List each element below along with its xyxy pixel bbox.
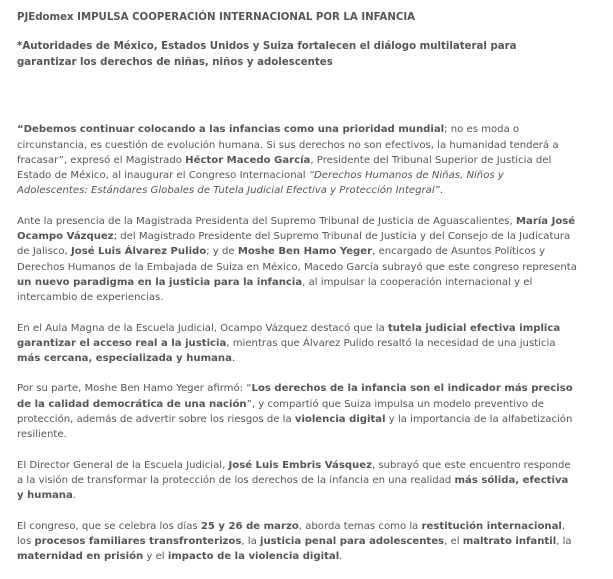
paragraph-text: En el Aula Magna de la Escuela Judicial, Ocampo Vázquez destacó que la <box>17 322 388 334</box>
paragraph-text: , los <box>17 520 566 547</box>
person-name: Moshe Ben Hamo Yeger <box>237 246 373 258</box>
paragraph-text: Por su parte, Moshe Ben Hamo Yeger afirmó: “ <box>17 383 252 395</box>
paragraph-4 <box>17 381 577 442</box>
person-name: José Luis Álvarez Pulido <box>71 246 207 258</box>
emphasis-text: tutela judicial efectiva implica garantizar el acceso real a la justicia <box>17 322 561 349</box>
paragraph-text: ; no es moda o circunstancia, es cuestión de evolución humana. Si sus derechos no son efectivos, la humanidad tenderá a fracasar”, expresó el Magistrado <box>17 124 559 166</box>
article-subheadline: *Autoridades de México, Estados Unidos y Suiza fortalecen el diálogo multilateral para garantizar los derechos de niñas, niños y adolescentes <box>17 41 517 68</box>
opening-quote: “Debemos continuar colocando a las infancias como una prioridad mundial <box>17 124 445 136</box>
paragraph-text: . <box>439 185 444 197</box>
paragraph-1 <box>17 122 577 198</box>
emphasis-text: un nuevo paradigma en la justicia para la infancia <box>17 276 303 288</box>
paragraph-text: . <box>72 490 77 502</box>
paragraph-text: El congreso, que se celebra los días <box>17 520 201 532</box>
paragraph-text: , la <box>241 535 260 547</box>
topic-text: maltrato infantil <box>462 535 557 547</box>
paragraph-3 <box>17 321 577 367</box>
paragraph-5 <box>17 458 577 504</box>
emphasis-text: más cercana, especializada y humana <box>17 353 232 365</box>
emphasis-text: más sólida, efectiva y humana <box>17 474 569 502</box>
paragraph-text: , al impulsar la cooperación internacional y el intercambio de experiencias. <box>17 276 533 304</box>
paragraph-6 <box>17 519 577 565</box>
paragraph-text: , el <box>444 535 463 547</box>
paragraph-text: ”, y compartió que Suiza impulsa un modelo preventivo de protección, además de advertir sobre los riesgos de la <box>17 398 544 426</box>
paragraph-text: ; y de <box>206 246 238 258</box>
paragraph-text: . <box>231 353 236 365</box>
article-headline: PJEdomex IMPULSA COOPERACIÓN INTERNACIONAL POR LA INFANCIA <box>17 12 415 23</box>
topic-text: impacto de la violencia digital <box>167 551 340 563</box>
person-name: José Luis Embris Vásquez <box>228 459 372 471</box>
paragraph-text: , aborda temas como la <box>298 520 422 532</box>
topic-text: restitución internacional <box>421 520 562 532</box>
person-name: María José Ocampo Vázquez <box>17 215 576 243</box>
emphasis-text: violencia digital <box>294 414 386 426</box>
paragraph-text: , mientras que Álvarez Pulido resaltó la necesidad de una justicia <box>226 337 556 349</box>
paragraph-text: , encargado de Asuntos Políticos y Derechos Humanos de la Embajada de Suiza en México, Macedo García subrayó que este congreso representa <box>17 246 577 273</box>
paragraph-text: , subrayó que este encuentro responde a la visión de transformar la protección de los derechos de la infancia en una realidad <box>17 459 571 486</box>
speaker-name: Héctor Macedo García <box>185 154 311 166</box>
paragraph-text: Ante la presencia de la Magistrada Presidenta del Supremo Tribunal de Justicia de Aguascalientes, <box>17 215 516 227</box>
paragraph-text: El Director General de la Escuela Judicial, <box>17 459 229 471</box>
topic-text: justicia penal para adolescentes <box>260 535 445 547</box>
topic-text: procesos familiares transfronterizos <box>34 535 242 547</box>
paragraph-text: y la importancia de la alfabetización resiliente. <box>17 414 573 441</box>
article <box>17 10 577 579</box>
paragraph-text: . <box>339 551 343 563</box>
paragraph-text: ; del Magistrado Presidente del Supremo Tribunal de Justicia y del Consejo de la Judicatura de Jalisco, <box>17 231 571 258</box>
emphasis-text: Los derechos de la infancia son el indicador más preciso de la calidad democrática de una nación <box>17 383 573 410</box>
paragraph-2 <box>17 214 577 306</box>
paragraph-text: y el <box>143 551 168 563</box>
congress-title: “Derechos Humanos de Niñas, Niños y Adolescentes: Estándares Globales de Tutela Judicial Efectiva y Protección Integral” <box>17 170 504 197</box>
topic-text: maternidad en prisión <box>17 551 144 563</box>
event-dates: 25 y 26 de marzo <box>200 520 299 532</box>
paragraph-text: , Presidente del Tribunal Superior de Justicia del Estado de México, al inaugurar el Congreso Internacional <box>17 154 552 182</box>
paragraph-text: , la <box>556 535 572 547</box>
